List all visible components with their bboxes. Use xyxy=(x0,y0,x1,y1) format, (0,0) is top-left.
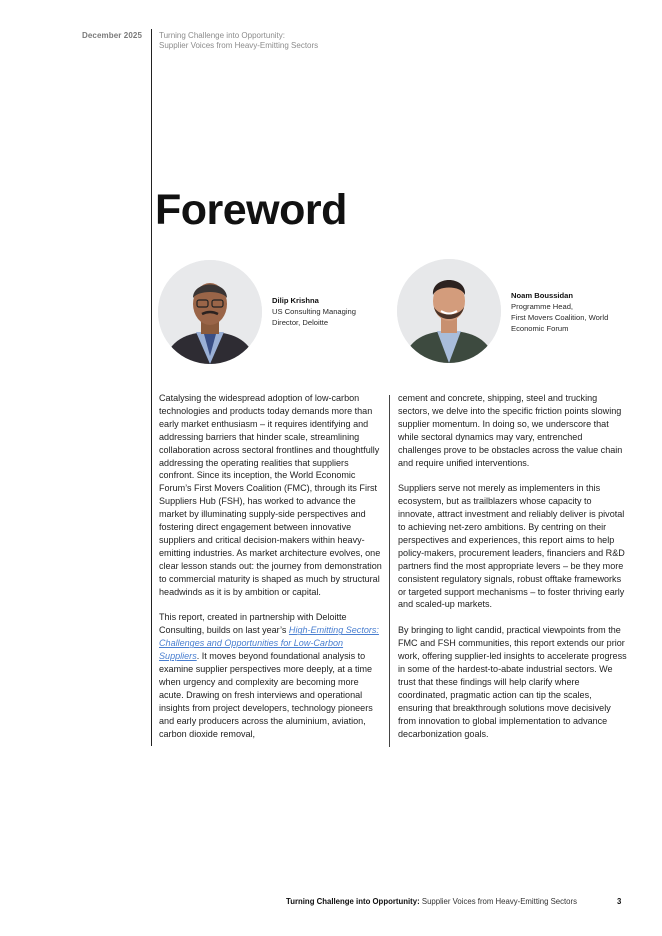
person-name: Dilip Krishna xyxy=(272,296,319,305)
column-divider xyxy=(389,395,390,747)
paragraph: By bringing to light candid, practical viewpoints from the FMC and FSH communities, this report extends our prior work, offering supplier-led insights to accelerate progress in some of the hardest-to-abate industrial sectors. We trust that these findings will help clarify where coordinated, pragmatic action can tip the scales, ensuring that breakthrough solutions move decisively from innovation to global implementation to advance decarbonization goals. xyxy=(398,625,627,739)
footer-title xyxy=(286,897,577,906)
vertical-rule xyxy=(151,29,152,746)
portrait-dilip-krishna xyxy=(158,260,262,364)
paragraph-text: . It moves beyond foundational analysis to examine supplier perspectives more deeply, at a time when urgency and complexity are becoming more acute. Drawing on fresh interviews and operational insights from project developers, technology pioneers and early producers across the aluminium, aviation, carbon dioxide removal, xyxy=(159,651,373,739)
portrait-noam-boussidan xyxy=(397,259,501,363)
person-role-line2: First Movers Coalition, World xyxy=(511,313,609,322)
person-info-noam xyxy=(511,290,631,334)
body-column-right xyxy=(398,392,628,753)
person-role-line2: Director, Deloitte xyxy=(272,318,329,327)
header-date: December 2025 xyxy=(82,31,143,40)
header-title-line1: Turning Challenge into Opportunity: xyxy=(159,31,285,40)
paragraph: cement and concrete, shipping, steel and trucking sectors, we delve into the specific friction points slowing supplier momentum. In doing so, we underscore that while sectoral dynamics may vary, entrenched challenges prove to be obstacles across the value chain and require unified interventions. xyxy=(398,393,623,468)
header-title xyxy=(159,31,318,51)
header-title-line2: Supplier Voices from Heavy-Emitting Sectors xyxy=(159,41,319,50)
footer-title-bold: Turning Challenge into Opportunity: xyxy=(286,897,420,906)
person-role-line1: Programme Head, xyxy=(511,302,574,311)
paragraph xyxy=(159,611,385,740)
person-role-line3: Economic Forum xyxy=(511,324,569,333)
page-title: Foreword xyxy=(155,186,347,234)
page-number: 3 xyxy=(617,897,622,906)
paragraph: Suppliers serve not merely as implementers in this ecosystem, but as trailblazers whose capacity to innovate, attract investment and reliably deliver is pivotal to achieving net-zero ambitions. By centring on their perspectives and experiences, this report aims to help policy-makers, procurement leaders, financiers and R&D partners find the most appropriate levers – be they more consistent regulatory signals, robust offtake frameworks or targeted support mechanisms – to foster thriving early and scaled-up markets. xyxy=(398,483,625,610)
paragraph: Catalysing the widespread adoption of low-carbon technologies and products today demands more than early market enthusiasm – it requires identifying and addressing barriers that hinder scale, streamlining collaboration across sectoral frontlines and thoughtfully addressing the operating realities that suppliers confront. Since its inception, the World Economic Forum’s First Movers Coalition (FMC), through its First Suppliers Hub (FSH), has worked to advance the market by illuminating supply-side perspectives and fostering direct engagement between innovative suppliers and critical decision-makers within heavy-emitting industries. As market architecture evolves, one clear lesson stands out: the journey from demonstration to commercial maturity is shaped as much by structural headwinds as it is by ambition or capital. xyxy=(159,393,382,597)
person-role-line1: US Consulting Managing xyxy=(272,307,357,316)
paragraph-text: This report, created in partnership with Deloitte Consulting, builds on last year’s xyxy=(159,612,347,636)
footer-title-rest: Supplier Voices from Heavy-Emitting Sectors xyxy=(419,897,577,906)
person-name: Noam Boussidan xyxy=(511,291,574,300)
report-link[interactable]: High-Emitting Sectors: Challenges and Opportunities for Low-Carbon Suppliers xyxy=(159,625,379,662)
person-info-dilip xyxy=(272,295,382,328)
body-column-left xyxy=(159,392,385,753)
